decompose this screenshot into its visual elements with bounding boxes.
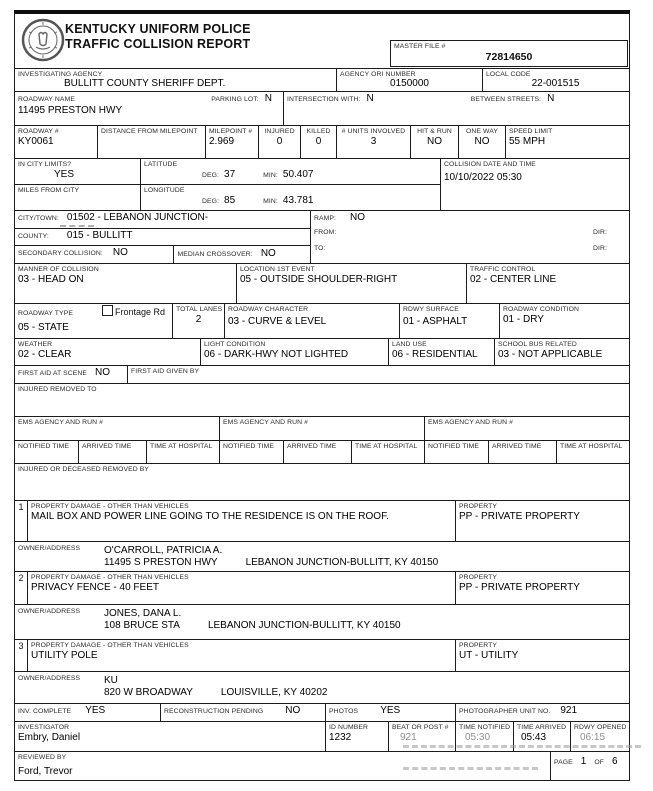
- reconstruction-value: NO: [285, 705, 301, 716]
- roadway-number-cell: [15, 126, 98, 158]
- weather-cell: [15, 339, 201, 365]
- weather-value: 02 - CLEAR: [18, 349, 72, 360]
- units-involved-value: 3: [370, 136, 377, 147]
- property-damage-row-3: [15, 640, 629, 672]
- roadway-character-value: 03 - CURVE & LEVEL: [228, 316, 327, 327]
- time-arrived-label: TIME ARRIVED: [517, 724, 567, 731]
- time-arrived-cell: [514, 722, 571, 751]
- roadway-type-value: 05 - STATE: [18, 322, 69, 333]
- investigator-cell: [15, 722, 326, 751]
- rdwy-surface-label: RDWY SURFACE: [403, 306, 459, 313]
- ems-agency-label-2: EMS AGENCY AND RUN #: [223, 419, 308, 426]
- roadway-name-value: 11495 PRESTON HWY: [18, 105, 123, 116]
- frontage-rd-label: Frontage Rd: [114, 307, 165, 317]
- id-number-label: ID NUMBER: [329, 724, 369, 731]
- property-type-cell-3: [456, 640, 628, 671]
- intersection-with-label: INTERSECTION WITH:: [287, 96, 361, 103]
- latitude-label: LATITUDE: [144, 161, 178, 168]
- inv-complete-cell: [15, 704, 161, 721]
- secondary-collision-value: NO: [112, 247, 128, 258]
- form-header: [15, 14, 629, 69]
- one-way-label: ONE WAY: [465, 128, 499, 135]
- owner-street-1: 11495 S PRESTON HWY: [104, 557, 218, 568]
- master-file-box: [390, 40, 628, 67]
- property-damage-label-2: PROPERTY DAMAGE - OTHER THAN VEHICLES: [31, 574, 189, 581]
- to-dir-label: DIR:: [593, 245, 607, 252]
- light-condition-value: 06 - DARK-HWY NOT LIGHTED: [204, 349, 349, 360]
- roadway-name-label: ROADWAY NAME: [18, 96, 75, 103]
- lat-min-label: MIN:: [263, 172, 278, 179]
- owner-address-cell-3: [15, 672, 628, 703]
- land-use-label: LAND USE: [392, 341, 427, 348]
- speed-limit-value: 55 MPH: [509, 136, 546, 147]
- owner-address-row-3: [15, 672, 629, 704]
- notified-time-cell-3: [425, 441, 489, 463]
- owner-city-1: LEBANON JUNCTION-BULLITT, KY 40150: [245, 557, 439, 568]
- page-cell: [551, 752, 628, 780]
- lon-min-value: 43.781: [282, 195, 314, 206]
- first-aid-scene-label: FIRST AID AT SCENE: [18, 370, 88, 377]
- collision-datetime-label: COLLISION DATE AND TIME: [444, 161, 536, 168]
- collision-report-form: [14, 10, 630, 781]
- ems-agency-cell-2: [220, 417, 425, 440]
- units-involved-cell: [337, 126, 411, 158]
- notified-time-cell-2: [220, 441, 284, 463]
- form-title-line1: KENTUCKY UNIFORM POLICE: [65, 22, 251, 36]
- location-1st-event-cell: [237, 264, 467, 303]
- property-damage-label-1: PROPERTY DAMAGE - OTHER THAN VEHICLES: [31, 503, 189, 510]
- property-type-cell-1: [456, 501, 628, 541]
- property-damage-value-1: MAIL BOX AND POWER LINE GOING TO THE RESIDENCE IS ON THE ROOF.: [31, 511, 389, 522]
- ems-agency-row: [15, 417, 629, 441]
- injured-removed-label: INJURED REMOVED TO: [18, 386, 97, 393]
- property-type-value-1: PP - PRIVATE PROPERTY: [459, 511, 580, 522]
- land-use-value: 06 - RESIDENTIAL: [392, 349, 478, 360]
- ems-times-row: [15, 441, 629, 464]
- page-label: PAGE: [554, 759, 573, 766]
- time-notified-value: 05:30: [465, 732, 491, 743]
- median-crossover-label: MEDIAN CROSSOVER:: [177, 251, 253, 258]
- speed-limit-cell: [506, 126, 628, 158]
- form-title-line2: TRAFFIC COLLISION REPORT: [65, 37, 251, 51]
- reconstruction-cell: [161, 704, 326, 721]
- intersection-with-value: N: [366, 93, 374, 104]
- owner-address-row-1: [15, 542, 629, 572]
- hospital-time-label-2: TIME AT HOSPITAL: [355, 443, 418, 450]
- in-city-limits-label: IN CITY LIMITS?: [18, 161, 72, 168]
- arrived-time-cell-3: [489, 441, 557, 463]
- id-number-cell: [326, 722, 389, 751]
- injured-label: INJURED: [264, 128, 295, 135]
- injured-cell: [259, 126, 301, 158]
- ramp-value: NO: [350, 212, 366, 223]
- reviewed-by-label: REVIEWED BY: [18, 754, 67, 761]
- deceased-removed-label: INJURED OR DECEASED REMOVED BY: [18, 466, 150, 473]
- manner-row: [15, 264, 629, 304]
- property-damage-value-2: PRIVACY FENCE - 40 FEET: [31, 582, 159, 593]
- city-group-row: [15, 211, 629, 264]
- killed-cell: [301, 126, 337, 158]
- county-cell: [15, 229, 310, 246]
- location-1st-event-value: 05 - OUTSIDE SHOULDER-RIGHT: [240, 274, 398, 285]
- city-county-column: [15, 211, 311, 263]
- property-type-label-1: PROPERTY: [459, 503, 498, 510]
- one-way-value: NO: [474, 136, 490, 147]
- id-number-value: 1232: [329, 732, 352, 743]
- investigator-label: INVESTIGATOR: [18, 724, 70, 731]
- hospital-time-cell-1: [147, 441, 220, 463]
- beat-post-label: BEAT OR POST #: [392, 724, 449, 731]
- time-arrived-value: 05:43: [521, 732, 547, 743]
- property-damage-row-2: [15, 572, 629, 605]
- ems-agency-cell-3: [425, 417, 628, 440]
- roadway-type-cell: [15, 304, 173, 338]
- city-town-label: CITY/TOWN:: [18, 215, 59, 222]
- rdwy-opened-label: RDWY OPENED: [574, 724, 627, 731]
- rdwy-surface-value: 01 - ASPHALT: [403, 316, 468, 327]
- milepoint-value: 2.969: [209, 136, 235, 147]
- property-type-value-2: PP - PRIVATE PROPERTY: [459, 582, 580, 593]
- roadway-stats-row: [15, 126, 629, 159]
- traffic-control-label: TRAFFIC CONTROL: [470, 266, 536, 273]
- school-bus-value: 03 - NOT APPLICABLE: [498, 349, 603, 360]
- ems-agency-label-3: EMS AGENCY AND RUN #: [428, 419, 513, 426]
- ramp-label: RAMP:: [314, 215, 337, 222]
- roadway-condition-label: ROADWAY CONDITION: [503, 306, 579, 313]
- photographer-cell: [456, 704, 628, 721]
- kentucky-state-seal-icon: [21, 18, 65, 67]
- secondary-median-row: [15, 246, 310, 263]
- roadway-condition-value: 01 - DRY: [503, 314, 544, 325]
- ramp-from-to-cell: [311, 211, 628, 263]
- traffic-control-value: 02 - CENTER LINE: [470, 274, 557, 285]
- owner-name-3: KU: [104, 675, 118, 686]
- property-damage-row-1: [15, 501, 629, 542]
- roadway-character-cell: [225, 304, 400, 338]
- owner-city-2: LEBANON JUNCTION-BULLITT, KY 40150: [207, 620, 401, 631]
- from-dir-label: DIR:: [593, 229, 607, 236]
- owner-address-label-1: OWNER/ADDRESS: [18, 545, 81, 552]
- injured-value: 0: [276, 136, 283, 147]
- lat-deg-label: DEG:: [202, 172, 220, 179]
- collision-datetime-cell: [441, 159, 628, 210]
- owner-name-2: JONES, DANA L.: [104, 608, 182, 619]
- units-involved-label: # UNITS INVOLVED: [341, 128, 406, 135]
- hospital-time-cell-3: [557, 441, 628, 463]
- hit-run-label: HIT & RUN: [417, 128, 452, 135]
- arrived-time-label-1: ARRIVED TIME: [82, 443, 132, 450]
- roadway-condition-cell: [500, 304, 628, 338]
- city-town-value: 01502 - LEBANON JUNCTION-: [66, 212, 209, 223]
- property-type-value-3: UT - UTILITY: [459, 650, 519, 661]
- first-aid-scene-cell: [15, 366, 128, 383]
- lat-deg-value: 37: [224, 169, 236, 180]
- parking-lot-value: N: [264, 93, 272, 104]
- inv-complete-row: [15, 704, 629, 722]
- ems-agency-label-1: EMS AGENCY AND RUN #: [18, 419, 103, 426]
- time-notified-cell: [456, 722, 514, 751]
- reconstruction-label: RECONSTRUCTION PENDING: [164, 708, 264, 715]
- arrived-time-label-3: ARRIVED TIME: [492, 443, 542, 450]
- rdwy-opened-value: 06:15: [580, 732, 606, 743]
- hit-run-cell: [411, 126, 459, 158]
- master-file-value: 72814650: [485, 51, 533, 63]
- notified-time-label-3: NOTIFIED TIME: [428, 443, 480, 450]
- parking-lot-label: PARKING LOT:: [211, 96, 259, 103]
- ems-agency-cell-1: [15, 417, 220, 440]
- injured-removed-cell: [15, 384, 628, 416]
- lon-deg-value: 85: [224, 195, 236, 206]
- collision-datetime-value: 10/10/2022 05:30: [444, 172, 522, 183]
- killed-value: 0: [315, 136, 322, 147]
- lon-deg-label: DEG:: [202, 198, 220, 205]
- investigating-agency-value: BULLITT COUNTY SHERIFF DEPT.: [64, 78, 226, 89]
- miles-from-city-label: MILES FROM CITY: [18, 187, 80, 194]
- distance-milepoint-label: DISTANCE FROM MILEPOINT: [101, 128, 198, 135]
- page-total: 6: [612, 756, 618, 767]
- owner-address-cell-2: [15, 605, 628, 639]
- roadway-number-value: KY0061: [18, 136, 54, 147]
- photographer-value: 921: [560, 705, 578, 716]
- latlong-column: [141, 159, 441, 210]
- intersection-cell: [284, 92, 628, 125]
- beat-post-cell: [389, 722, 456, 751]
- manner-of-collision-cell: [15, 264, 237, 303]
- between-streets-label: BETWEEN STREETS:: [470, 96, 542, 103]
- weather-row: [15, 339, 629, 366]
- property-damage-label-3: PROPERTY DAMAGE - OTHER THAN VEHICLES: [31, 642, 189, 649]
- county-value: 015 - BULLITT: [66, 230, 133, 241]
- reviewed-row: [15, 752, 629, 780]
- arrived-time-label-2: ARRIVED TIME: [287, 443, 337, 450]
- first-aid-given-cell: [128, 366, 628, 383]
- hospital-time-label-1: TIME AT HOSPITAL: [150, 443, 213, 450]
- investigator-row: [15, 722, 629, 752]
- first-aid-given-label: FIRST AID GIVEN BY: [131, 368, 200, 375]
- location-row: [15, 159, 629, 211]
- latitude-cell: [141, 159, 440, 185]
- owner-address-cell-1: [15, 542, 628, 571]
- agency-ori-label: AGENCY ORI NUMBER: [340, 71, 416, 78]
- property-damage-cell-3: [28, 640, 456, 671]
- roadway-type-label: ROADWAY TYPE: [18, 310, 73, 317]
- total-lanes-cell: [173, 304, 225, 338]
- agency-ori-cell: [337, 69, 483, 91]
- beat-post-value: 921: [400, 732, 417, 743]
- notified-time-cell-1: [15, 441, 79, 463]
- one-way-cell: [459, 126, 506, 158]
- rdwy-opened-cell: [571, 722, 628, 751]
- owner-city-3: LOUISVILLE, KY 40202: [220, 687, 328, 698]
- frontage-rd-checkbox: [102, 305, 113, 316]
- property-damage-value-3: UTILITY POLE: [31, 650, 98, 661]
- arrived-time-cell-2: [284, 441, 352, 463]
- investigator-value: Embry, Daniel: [18, 732, 81, 743]
- in-city-limits-cell: [15, 159, 140, 185]
- property-type-cell-2: [456, 572, 628, 604]
- property-damage-cell-1: [28, 501, 456, 541]
- traffic-control-cell: [467, 264, 628, 303]
- time-notified-label: TIME NOTIFIED: [459, 724, 511, 731]
- agency-row: [15, 69, 629, 92]
- milepoint-cell: [206, 126, 259, 158]
- local-code-label: LOCAL CODE: [486, 71, 531, 78]
- property-type-label-3: PROPERTY: [459, 642, 498, 649]
- owner-street-3: 820 W BROADWAY: [104, 687, 193, 698]
- notified-time-label-2: NOTIFIED TIME: [223, 443, 275, 450]
- injured-removed-row: [15, 384, 629, 417]
- manner-of-collision-label: MANNER OF COLLISION: [18, 266, 99, 273]
- investigating-agency-label: INVESTIGATING AGENCY: [18, 71, 103, 78]
- between-streets-value: N: [547, 93, 555, 104]
- speed-limit-label: SPEED LIMIT: [509, 128, 553, 135]
- page-number: 1: [580, 756, 587, 767]
- total-lanes-label: TOTAL LANES: [176, 306, 223, 313]
- lat-min-value: 50.407: [282, 169, 314, 180]
- photos-cell: [326, 704, 456, 721]
- local-code-value: 22-001515: [531, 78, 580, 89]
- property-type-label-2: PROPERTY: [459, 574, 498, 581]
- hospital-time-cell-2: [352, 441, 425, 463]
- school-bus-cell: [495, 339, 628, 365]
- longitude-label: LONGITUDE: [144, 187, 185, 194]
- first-aid-row: [15, 366, 629, 384]
- clipped-text-artifact: [60, 225, 94, 227]
- photographer-label: PHOTOGRAPHER UNIT NO.: [459, 708, 551, 715]
- city-limits-column: [15, 159, 141, 210]
- owner-address-row-2: [15, 605, 629, 640]
- light-condition-label: LIGHT CONDITION: [204, 341, 266, 348]
- school-bus-label: SCHOOL BUS RELATED: [498, 341, 577, 348]
- city-town-cell: [15, 211, 310, 229]
- investigating-agency-cell: [15, 69, 337, 91]
- weather-label: WEATHER: [18, 341, 53, 348]
- manner-of-collision-value: 03 - HEAD ON: [18, 274, 84, 285]
- to-label: TO:: [314, 245, 326, 252]
- land-use-cell: [389, 339, 495, 365]
- total-lanes-value: 2: [195, 314, 202, 325]
- secondary-collision-label: SECONDARY COLLISION:: [18, 250, 103, 257]
- reviewed-by-cell: [15, 752, 551, 780]
- form-title: [65, 22, 251, 52]
- owner-address-label-2: OWNER/ADDRESS: [18, 608, 81, 615]
- longitude-cell: [141, 185, 440, 210]
- deceased-removed-row: [15, 464, 629, 501]
- secondary-collision-cell: [15, 246, 174, 263]
- inv-complete-label: INV. COMPLETE: [18, 708, 72, 715]
- first-aid-scene-value: NO: [95, 367, 111, 378]
- lon-min-label: MIN:: [263, 198, 278, 205]
- median-crossover-cell: [174, 246, 310, 263]
- notified-time-label-1: NOTIFIED TIME: [18, 443, 70, 450]
- miles-from-city-cell: [15, 185, 140, 210]
- deceased-removed-cell: [15, 464, 628, 500]
- owner-street-2: 108 BRUCE STA: [104, 620, 180, 631]
- master-file-label: MASTER FILE #: [394, 43, 446, 50]
- property-damage-cell-2: [28, 572, 456, 604]
- arrived-time-cell-1: [79, 441, 147, 463]
- photos-value: YES: [380, 705, 401, 716]
- owner-name-1: O'CARROLL, PATRICIA A.: [104, 545, 223, 556]
- location-1st-event-label: LOCATION 1ST EVENT: [240, 266, 315, 273]
- property-num-2: 2: [15, 572, 28, 604]
- owner-address-label-3: OWNER/ADDRESS: [18, 675, 81, 682]
- from-label: FROM:: [314, 229, 337, 236]
- hospital-time-label-3: TIME AT HOSPITAL: [560, 443, 623, 450]
- milepoint-label: MILEPOINT #: [209, 128, 253, 135]
- reviewed-by-value: Ford, Trevor: [18, 766, 73, 777]
- median-crossover-value: NO: [260, 248, 276, 259]
- local-code-cell: [483, 69, 628, 91]
- in-city-limits-value: YES: [54, 169, 75, 180]
- hit-run-value: NO: [427, 136, 442, 147]
- agency-ori-value: 0150000: [390, 78, 429, 89]
- property-num-3: 3: [15, 640, 28, 671]
- property-num-1: 1: [15, 501, 28, 541]
- roadway-number-label: ROADWAY #: [18, 128, 59, 135]
- rdwy-surface-cell: [400, 304, 500, 338]
- inv-complete-value: YES: [85, 705, 106, 716]
- county-label: COUNTY:: [18, 233, 49, 240]
- roadway-type-row: [15, 304, 629, 339]
- roadway-character-label: ROADWAY CHARACTER: [228, 306, 309, 313]
- light-condition-cell: [201, 339, 389, 365]
- killed-label: KILLED: [306, 128, 331, 135]
- roadway-name-row: [15, 92, 629, 126]
- roadway-name-cell: [15, 92, 284, 125]
- distance-milepoint-cell: [98, 126, 206, 158]
- photos-label: PHOTOS: [329, 708, 359, 715]
- page-of-label: OF: [594, 758, 604, 766]
